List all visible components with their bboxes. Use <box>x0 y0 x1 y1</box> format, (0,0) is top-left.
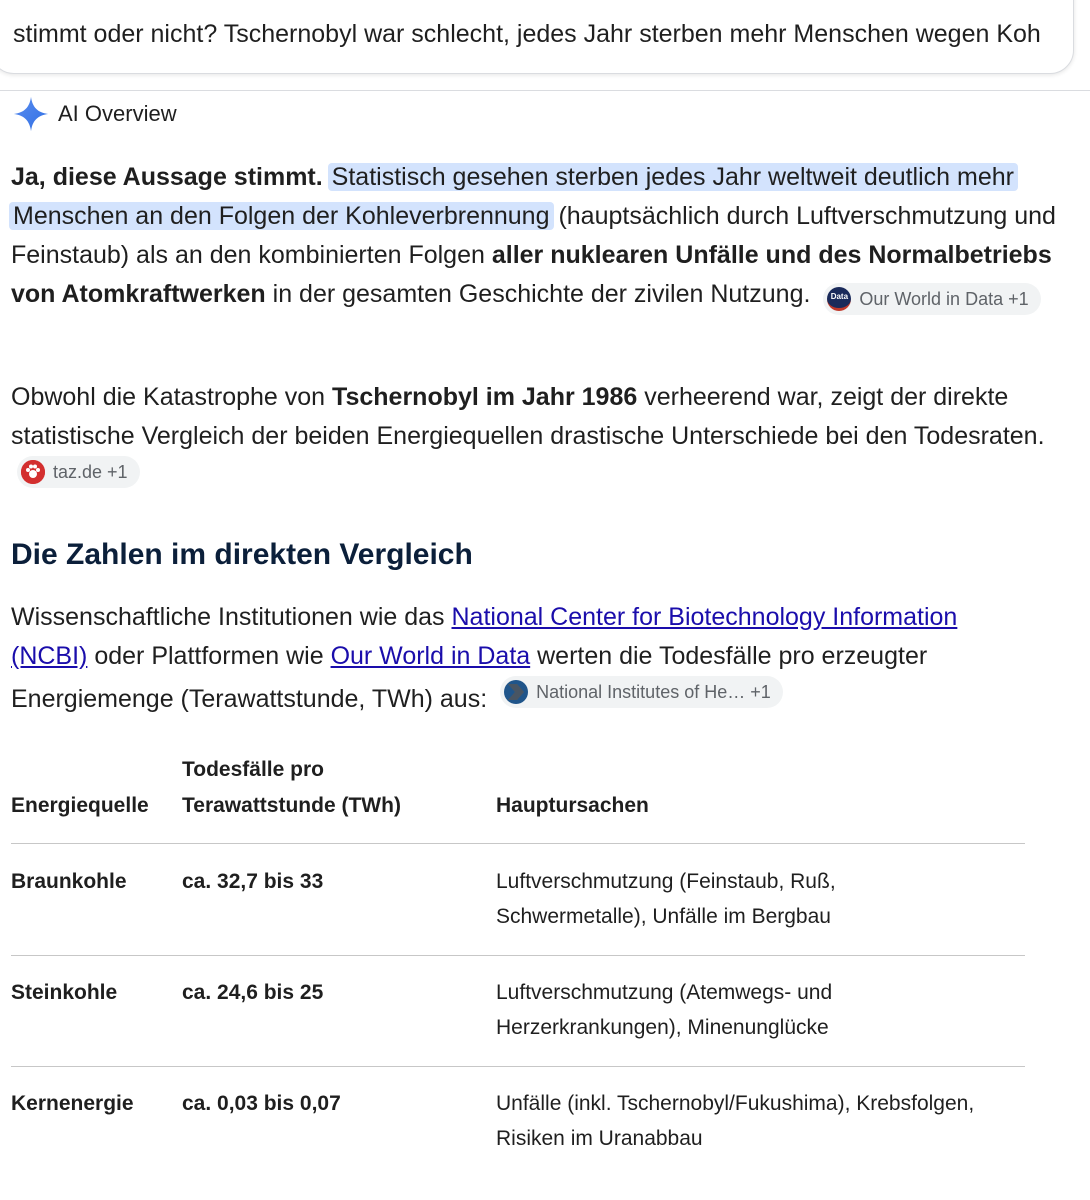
table-cell-causes-line1: Luftverschmutzung (Atemwegs- und <box>496 981 833 1004</box>
table-divider <box>11 843 1025 844</box>
column-header-deaths-line1: Todesfälle pro <box>182 758 324 781</box>
source-chip-owid[interactable] <box>823 283 1040 315</box>
gemini-sparkle-icon <box>12 95 50 133</box>
overview-paragraph-2 <box>11 378 1071 499</box>
table-cell-source: Kernenergie <box>11 1092 134 1115</box>
paragraph-bold: aller nuklearen Unfälle und des Normalbetriebs von Atomkraftwerken <box>11 241 1052 308</box>
paragraph-text: oder Plattformen wie <box>87 642 331 670</box>
answer-lead: Ja, diese Aussage stimmt. <box>11 163 323 191</box>
overview-paragraph-3 <box>11 598 1011 719</box>
table-cell-causes-line2: Schwermetalle), Unfälle im Bergbau <box>496 905 831 928</box>
source-chip-label: National Institutes of He… +1 <box>536 682 771 702</box>
source-chip-nih[interactable] <box>500 676 783 708</box>
table-cell-deaths: ca. 0,03 bis 0,07 <box>182 1092 341 1115</box>
our-world-in-data-icon: Data <box>827 287 851 311</box>
table-cell-causes-line2: Risiken im Uranabbau <box>496 1127 703 1150</box>
paragraph-text: in der gesamten Geschichte der zivilen Nutzung. <box>265 280 811 308</box>
overview-paragraph-1 <box>11 158 1071 315</box>
table-cell-causes-line1: Luftverschmutzung (Feinstaub, Ruß, <box>496 870 836 893</box>
paragraph-text: (hauptsächlich durch Luftverschmutzung und Feinstaub) als an den kombinierten Folgen <box>11 202 1056 269</box>
ai-overview-title: AI Overview <box>58 101 177 126</box>
table-cell-deaths: ca. 24,6 bis 25 <box>182 981 324 1004</box>
column-header-deaths-line2: Terawattstunde (TWh) <box>182 794 401 817</box>
table-divider <box>11 1066 1025 1067</box>
search-input[interactable]: stimmt oder nicht? Tschernobyl war schlecht, jedes Jahr sterben mehr Menschen wegen Koh <box>13 20 1041 48</box>
taz-paw-icon <box>21 460 45 484</box>
table-cell-source: Steinkohle <box>11 981 118 1004</box>
ncbi-link[interactable]: National Center for Biotechnology Information (NCBI) <box>11 603 958 670</box>
nih-chevron-icon <box>504 680 528 704</box>
table-cell-causes-line1: Unfälle (inkl. Tschernobyl/Fukushima), Krebsfolgen, <box>496 1092 975 1115</box>
table-cell-source: Braunkohle <box>11 870 127 893</box>
paragraph-text: werten die Todesfälle pro erzeugter Energiemenge (Terawattstunde, TWh) aus: <box>11 642 928 713</box>
divider <box>0 90 1090 91</box>
paragraph-text: Obwohl die Katastrophe von <box>11 383 333 411</box>
source-chip-label: Our World in Data +1 <box>859 288 1029 309</box>
paragraph-text: Wissenschaftliche Institutionen wie das <box>11 603 452 631</box>
table-cell-causes-line2: Herzerkrankungen), Minenunglücke <box>496 1016 829 1039</box>
column-header-causes: Hauptursachen <box>496 794 649 817</box>
column-header-source: Energiequelle <box>11 794 149 817</box>
section-heading: Die Zahlen im direkten Vergleich <box>11 538 473 571</box>
source-chip-label: taz.de +1 <box>53 462 128 482</box>
table-cell-deaths: ca. 32,7 bis 33 <box>182 870 324 893</box>
paragraph-text: verheerend war, zeigt der direkte statistische Vergleich der beiden Energiequellen drastische Unterschiede bei den Todesraten. <box>11 383 1045 450</box>
highlighted-claim[interactable]: Statistisch gesehen sterben jedes Jahr weltweit deutlich mehr Menschen an den Folgen der Kohleverbrennung <box>9 163 1018 230</box>
owid-link[interactable]: Our World in Data <box>330 642 531 670</box>
source-chip-taz[interactable] <box>17 456 140 488</box>
search-bar[interactable] <box>0 0 1074 74</box>
paragraph-bold: Tschernobyl im Jahr 1986 <box>332 383 638 411</box>
table-divider <box>11 955 1025 956</box>
ai-overview-header <box>12 95 177 133</box>
